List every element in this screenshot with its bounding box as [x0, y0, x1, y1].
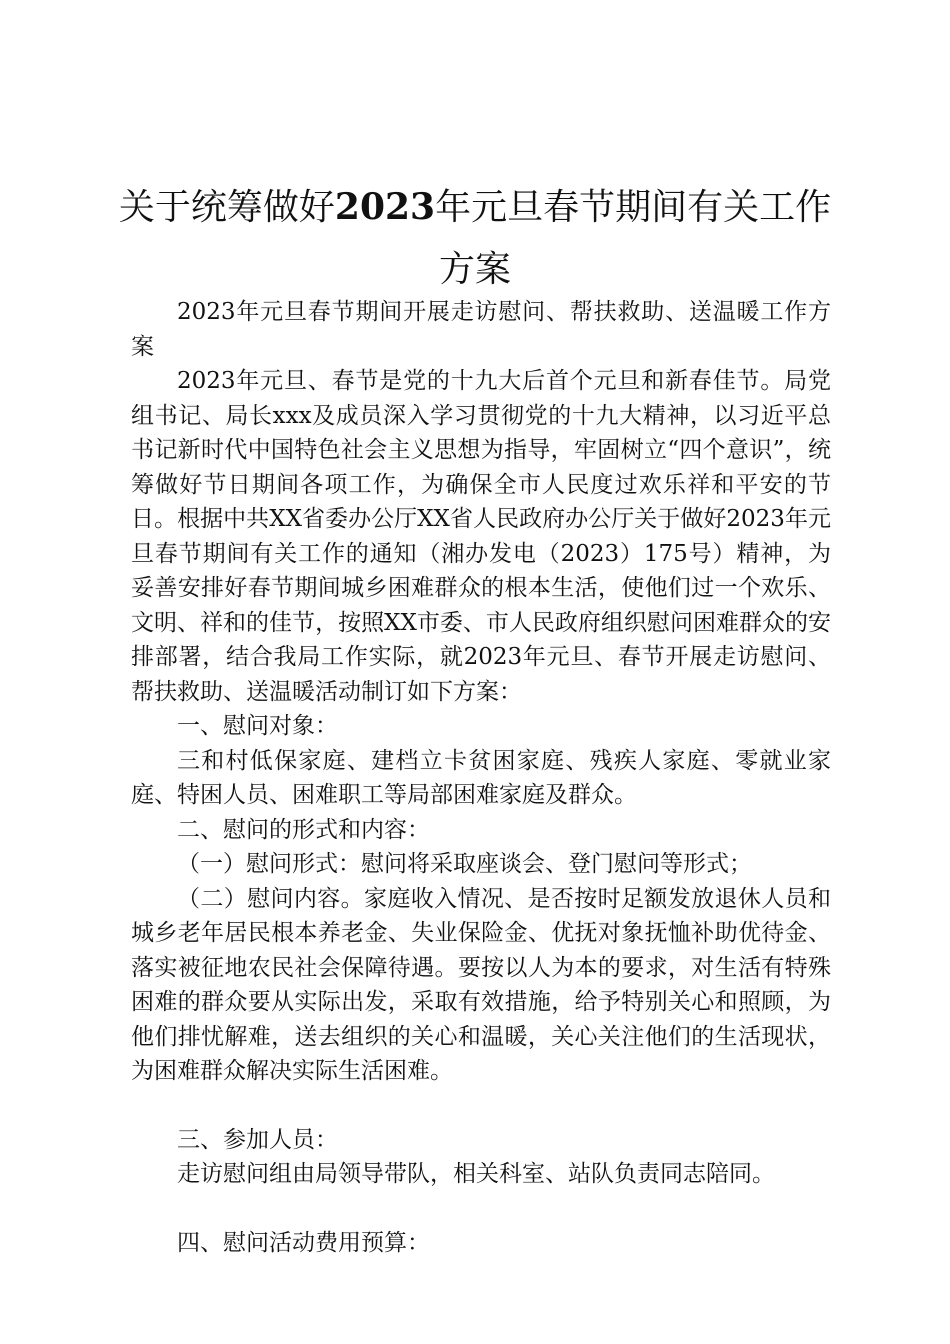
- paragraph-intro: 2023年元旦、春节是党的十九大后首个元旦和新春佳节。局党组书记、局长xxx及成员深入学习贯彻党的十九大精神，以习近平总书记新时代中国特色社会主义思想为指导，牢固树立“四个意识”，统筹做好节日期间各项工作，为确保全市人民度过欢乐祥和平安的节日。根据中共XX省委办公厅XX省人民政府办公厅关于做好2023年元旦春节期间有关工作的通知（湘办发电（2023）175号）精神，为妥善安排好春节期间城乡困难群众的根本生活，使他们过一个欢乐、文明、祥和的佳节，按照XX市委、市人民政府组织慰问困难群众的安排部署，结合我局工作实际，就2023年元旦、春节开展走访慰问、帮扶救助、送温暖活动制订如下方案：: [131, 368, 831, 705]
- paragraph-section-2-content: （二）慰问内容。家庭收入情况、是否按时足额发放退休人员和城乡老年居民根本养老金、失业保险金、优抚对象抚恤补助优待金、落实被征地农民社会保障待遇。要按以人为本的要求，对生活有特殊困难的群众要从实际出发，采取有效措施，给予特别关心和照顾，为他们排忧解难，送去组织的关心和温暖，关心关注他们的生活现状，为困难群众解决实际生活困难。: [131, 885, 831, 1084]
- heading-section-1: 一、慰问对象：: [177, 713, 338, 739]
- heading-section-3: 三、参加人员：: [177, 1126, 338, 1153]
- title-year: 2023: [334, 186, 436, 228]
- paragraph-section-3: 走访慰问组由局领导带队，相关科室、站队负责同志陪同。: [177, 1161, 775, 1187]
- heading-section-4: 四、慰问活动费用预算：: [177, 1229, 430, 1256]
- paragraph-section-2-form: （一）慰问形式：慰问将采取座谈会、登门慰问等形式；: [177, 851, 752, 877]
- paragraph-section-1: 三和村低保家庭、建档立卡贫困家庭、残疾人家庭、零就业家庭、特困人员、困难职工等局部困难家庭及群众。: [131, 747, 831, 808]
- heading-section-2: 二、慰问的形式和内容：: [177, 816, 430, 843]
- title-text-after: 年元旦春节期间有关工作方案: [435, 187, 832, 290]
- paragraph-subtitle: 2023年元旦春节期间开展走访慰问、帮扶救助、送温暖工作方案: [131, 299, 831, 360]
- title-text-before: 关于统筹做好: [118, 187, 335, 228]
- document-body: [131, 295, 831, 1260]
- document-title: [112, 176, 838, 301]
